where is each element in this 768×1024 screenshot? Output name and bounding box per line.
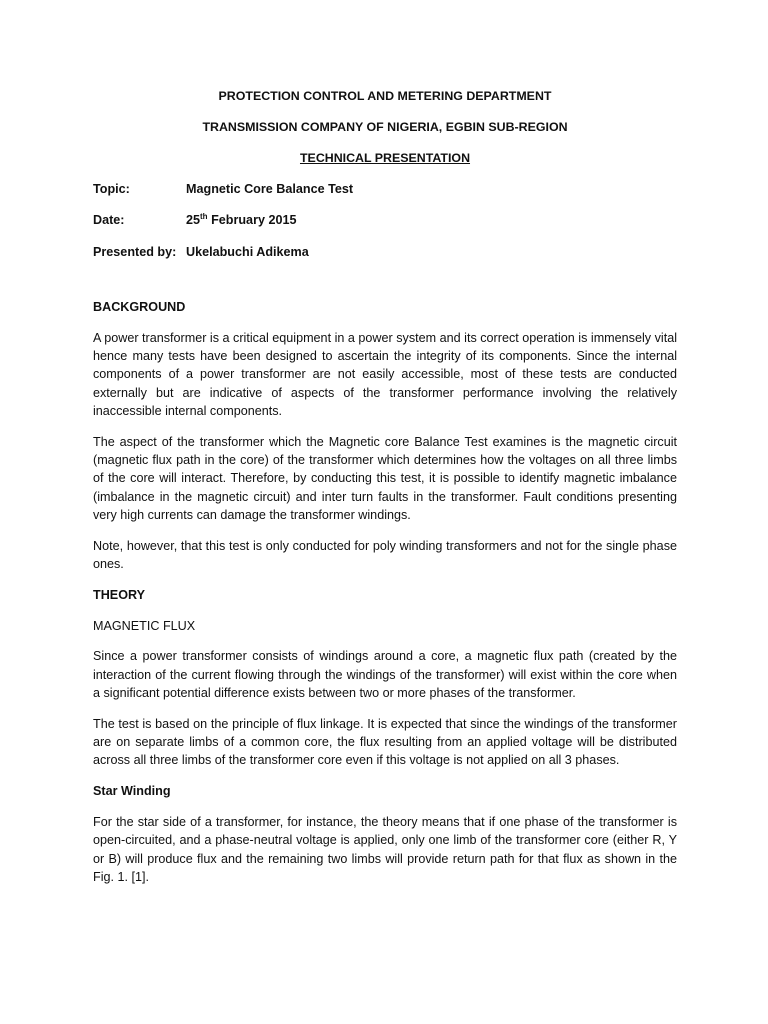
- company-heading: TRANSMISSION COMPANY OF NIGERIA, EGBIN SUB-REGION: [202, 120, 568, 134]
- spacer: [93, 274, 677, 298]
- date-row: [93, 211, 677, 229]
- presenter-row: [93, 243, 677, 261]
- department-heading: PROTECTION CONTROL AND METERING DEPARTMENT: [218, 89, 552, 103]
- flux-paragraph-2: The test is based on the principle of flux linkage. It is expected that since the windings of the transformer are on separate limbs of a common core, the flux resulting from an applied voltage will be distributed across all three limbs of the transformer core even if this voltage is not applied on all 3 phases.: [93, 716, 677, 768]
- flux-paragraph-1: Since a power transformer consists of windings around a core, a magnetic flux path (created by the interaction of the current flowing through the windings of the transformer) will exist within the core when a significant potential difference exists between two or more phases of the transformer.: [93, 649, 677, 700]
- background-paragraph-3: Note, however, that this test is only conducted for poly winding transformers and not for the single phase ones.: [93, 538, 677, 571]
- date-value: [186, 211, 677, 229]
- star-paragraph-1: For the star side of a transformer, for instance, the theory means that if one phase of the transformer is open-circuited, and a phase-neutral voltage is applied, only one limb of the transformer core (either R, Y or B) will produce flux and the remaining two limbs will provide return path for that flux as shown in the Fig. 1. [1].: [93, 814, 677, 884]
- date-suffix: th: [200, 212, 208, 222]
- document-page: [93, 87, 677, 899]
- background-paragraph-1: A power transformer is a critical equipment in a power system and its correct operation is immensely vital hence many tests have been designed to ascertain the integrity of its components. Since the internal components of a power transformer are not easily accessible, most of these tests are conducted externally but are indicative of aspects of the transformer performance involving the relatively inaccessible internal components.: [93, 330, 677, 418]
- presentation-heading: TECHNICAL PRESENTATION: [299, 151, 471, 165]
- date-rest: February 2015: [207, 213, 297, 228]
- date-day: 25: [186, 213, 201, 228]
- star-winding-heading: Star Winding: [93, 784, 171, 799]
- background-paragraph-2: The aspect of the transformer which the Magnetic core Balance Test examines is the magnetic circuit (magnetic flux path in the core) of the transformer which determines how the voltages on all three limbs of the core will interact. Therefore, by conducting this test, it is possible to identify magnetic imbalance (imbalance in the magnetic circuit) and inter turn faults in the transformer. Fault conditions presenting very high currents can damage the transformer windings.: [93, 434, 677, 522]
- topic-row: [93, 180, 677, 198]
- topic-label: Topic:: [93, 182, 130, 196]
- presenter-label: Presented by:: [93, 244, 177, 259]
- magnetic-flux-heading: MAGNETIC FLUX: [93, 618, 196, 633]
- theory-heading: THEORY: [93, 587, 146, 602]
- background-heading: BACKGROUND: [93, 299, 186, 314]
- presenter-value: Ukelabuchi Adikema: [186, 244, 309, 259]
- date-label: Date:: [93, 213, 125, 228]
- topic-value: Magnetic Core Balance Test: [186, 182, 354, 196]
